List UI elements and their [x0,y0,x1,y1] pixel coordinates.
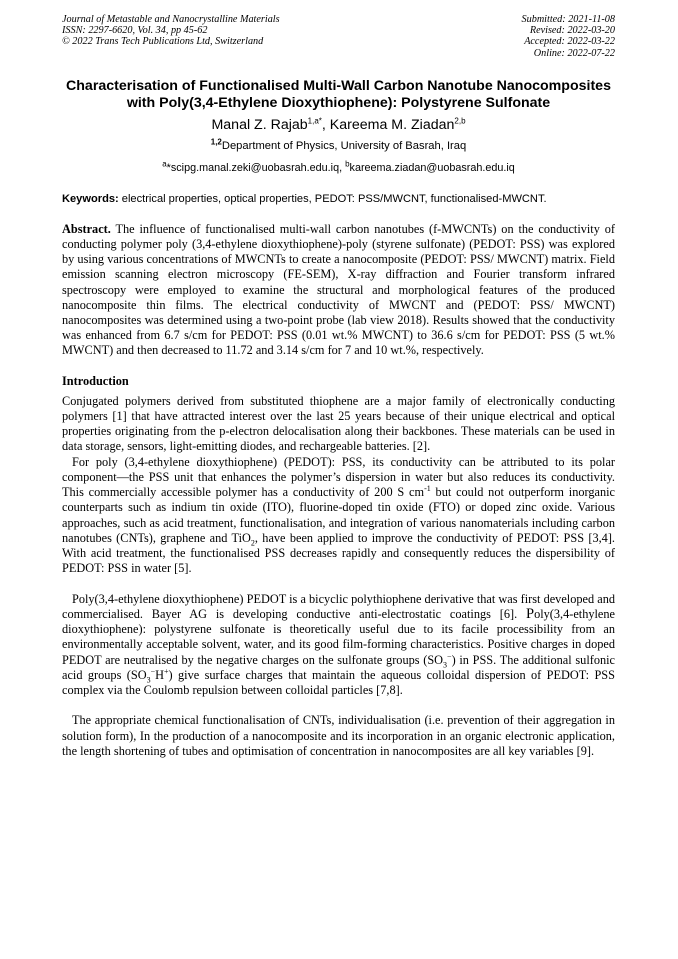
affiliation-text: Department of Physics, University of Basrah, Iraq [221,139,467,152]
introduction-heading: Introduction [62,373,129,388]
email-a[interactable]: *scipg.manal.zeki@uobasrah.edu.iq, [166,161,346,174]
intro-paragraph-4: The appropriate chemical functionalisation of CNTs, individualisation (i.e. prevention of their aggregation in solution form), In the production of a nanocomposite and its incorporation in an organic electronic application, the length shortening of tubes and optimisation of concentration in nanocomposites are all key variables [9]. [62,713,615,758]
journal-issn: ISSN: 2297-6620, Vol. 34, pp 45-62 [62,25,208,37]
abstract-text: The influence of functionalised multi-wall carbon nanotubes (f-MWCNTs) on the conductivity of conducting polymer poly (3,4-ethylene dioxythiophene)-poly (styrene sulfonate) (PEDOT: PSS) was explored by using various concentrations of MWCNTs to create a nanocomposite (PEDOT: PSS/ MWCNT) matrix. Field emission scanning electron microscopy (FE-SEM), X-ray diffraction and Fourier transform infrared spectroscopy were employed to examine the structural and morphological features of the produced nanocomposite thin films. The electrical conductivity of MWCNT and (PEDOT: PSS/ MWCNT) nanocomposites was determined using a two-point probe (lab view 2018). Results showed that the conductivity was enhanced from 6.7 s/cm for PEDOT: PSS (0.01 wt.% MWCNT) to 36.6 s/cm for PEDOT: PSS (5 wt.% MWCNT) and then decreased to 11.72 and 3.14 s/cm for 7 and 10 wt.%, respectively. [62,221,615,358]
email-b-marker: b [345,159,350,169]
email-b[interactable]: kareema.ziadan@uobasrah.edu.iq [349,161,515,174]
publication-dates [522,14,615,59]
journal-copyright: © 2022 Trans Tech Publications Ltd, Switzerland [62,36,264,48]
author-2-affil: 2,b [454,116,466,126]
date-online: Online: 2022-07-22 [533,47,615,59]
intro-p2-sup: -1 [424,484,431,494]
intro-p2-part-a: For poly (3,4-ethylene dioxythiophene) (PEDOT): PSS, its conductivity can be attributed to its polar component—the PSS unit that enhances the polymer’s dispersion in water but also reduces its conductivity. This commercially accessible polymer has a conductivity of 200 S cm [62,454,615,500]
date-submitted: Submitted: 2021-11-08 [521,14,615,25]
author-emails [62,159,615,175]
intro-p3-part-c: ) in PSS. The additional sulfonic acid groups (SO [62,652,615,682]
intro-p3-large-letter: P [525,605,535,622]
intro-p3-part-d: H [155,667,164,682]
intro-p3-part-e: ) give surface charges that maintain the aqueous colloidal dispersion of PEDOT: PSS complex via the Coulomb repulsion between colloidal particles [7,8]. [62,667,615,698]
intro-p2-part-b: but could not outperform inorganic counterparts such as indium tin oxide (ITO), fluorine-doped tin oxide (FTO) or doped zinc oxide. Various approaches, such as acid treatment, functionalisation, and integration of various nanomaterials including carbon nanotubes (CNTs), graphene and TiO [62,485,616,545]
keywords [62,192,615,206]
abstract [62,222,615,359]
affiliation [62,137,615,153]
abstract-label: Abstract. [62,221,111,236]
intro-p3-sup-3: + [163,666,169,676]
intro-p3-sup-2: − [150,666,156,676]
journal-header [62,14,615,59]
intro-p3-part-b: oly(3,4-ethylene dioxythiophene): polystyrene sulfonate is theoretically useful due to its facile processibility from an environmentally acceptable solvent, water, and its good film-forming characteristics. Positive charges in doped PEDOT are neutralised by the negative charges on the sulfonate groups (SO [62,606,615,667]
intro-p3-sup-1: − [447,651,452,661]
journal-name: Journal of Metastable and Nanocrystalline Materials [62,14,280,25]
keywords-text: electrical properties, optical properties, PEDOT: PSS/MWCNT, functionalised-MWCNT. [118,192,547,205]
author-1: Manal Z. Rajab [211,116,308,133]
intro-p3-sub-1: 3 [443,660,448,670]
intro-paragraph-3 [62,592,615,699]
keywords-label: Keywords: [62,192,119,205]
affiliation-marker: 1,2 [210,137,222,147]
paper-title: Characterisation of Functionalised Multi-Wall Carbon Nanotube Nanocomposites with Poly(3,4-Ethylene Dioxythiophene): Polystyrene Sulfonate [66,77,611,111]
intro-p2-part-c: , have been applied to improve the conductivity of PEDOT: PSS [3,4]. With acid treatment, the functionalised PSS decreases rapidly and consequently reduces the dispersibility of PEDOT: PSS in water [5]. [62,530,615,576]
date-revised: Revised: 2022-03-20 [529,25,615,37]
intro-paragraph-2 [62,455,615,577]
intro-p2-sub: 2 [250,538,255,548]
author-list [62,117,615,134]
date-accepted: Accepted: 2022-03-22 [524,36,615,48]
intro-paragraph-1: Conjugated polymers derived from substituted thiophene are a major family of electronically conducting polymers [1] that have attracted interest over the last 25 years because of their unique electrical and optical properties originating from the p-electron delocalisation along their backbones. These materials can be used in data storage, sensors, light-emitting diodes, and rechargeable batteries. [2]. [62,393,615,454]
author-2: Kareema M. Ziadan [329,116,455,133]
intro-p3-part-a: Poly(3,4-ethylene dioxythiophene) PEDOT is a bicyclic polythiophene derivative that was first developed and commercialised. Bayer AG is developing conductive anti-electrostatic coatings [6]. [62,591,615,621]
intro-p3-sub-2: 3 [146,675,151,685]
email-a-marker: a [162,159,167,169]
author-1-affil: 1,a* [307,116,322,126]
journal-info [62,14,280,59]
paper-page [62,14,615,759]
author-separator: , [321,116,330,133]
